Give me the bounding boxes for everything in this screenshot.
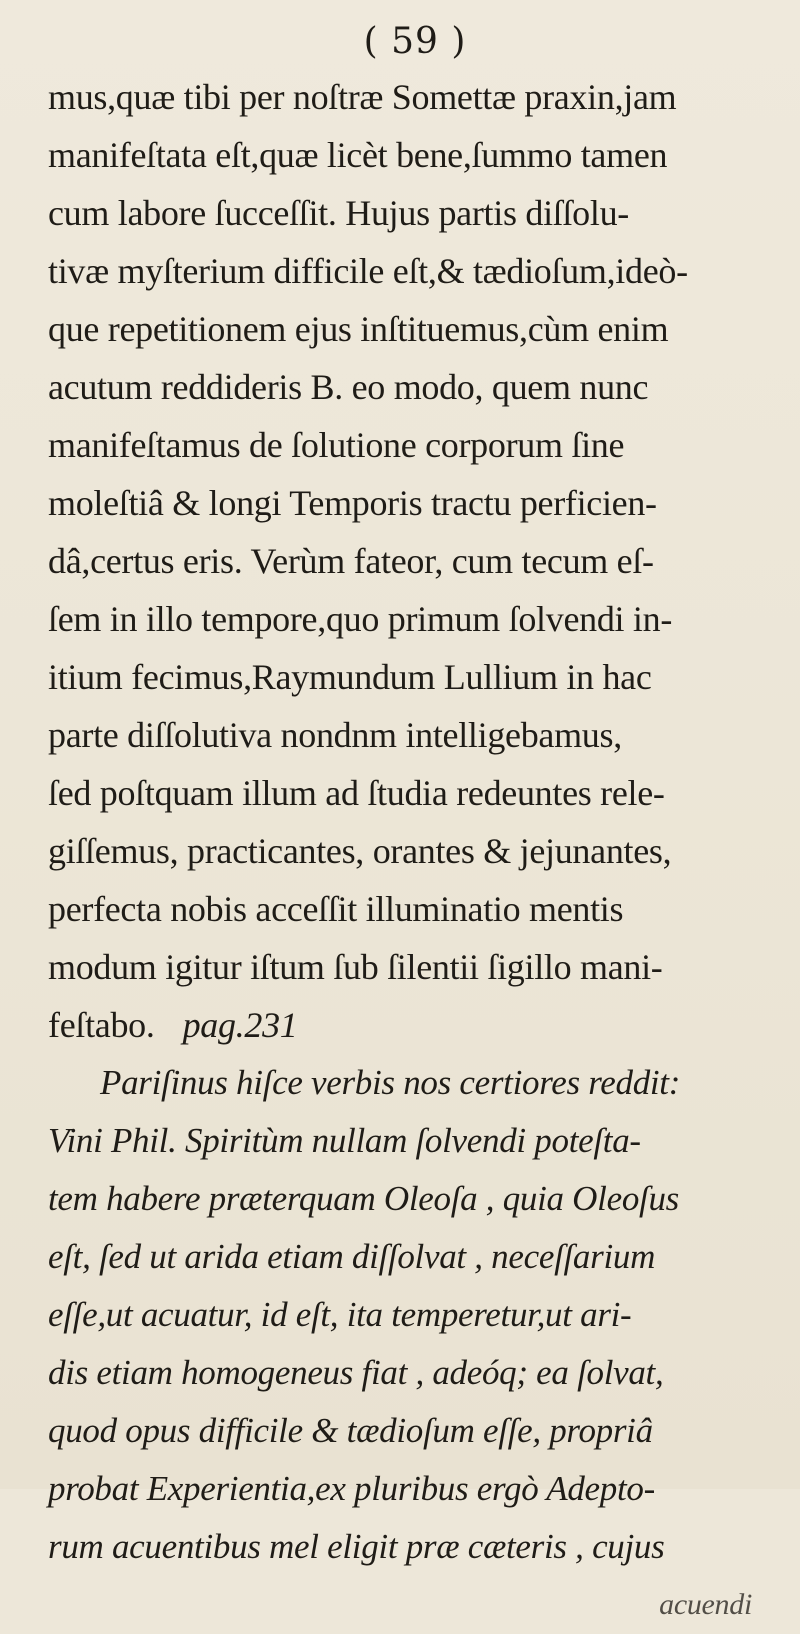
text-line-6: acutum reddideris B. eo modo, quem nunc <box>48 367 649 407</box>
text-line-16: modum igitur iſtum ſub ſilentii ſigillo mani- <box>48 947 663 987</box>
text-line-4: tivæ myſterium difficile eſt,& tædioſum,ideò- <box>48 251 688 291</box>
text-line-7: manifeſtamus de ſolutione corporum ſine <box>48 425 625 465</box>
text-line-2: manifeſtata eſt,quæ licèt bene,ſummo tamen <box>48 135 668 175</box>
page-number: ( 59 ) <box>363 21 467 62</box>
text-line-13: ſed poſtquam illum ad ſtudia redeuntes rele- <box>48 773 665 813</box>
text-line-15: perfecta nobis acceſſit illuminatio mentis <box>48 889 624 929</box>
quote-line-2: Vini Phil. Spiritùm nullam ſolvendi poteſta- <box>48 1121 641 1160</box>
quote-line-7: quod opus difficile & tædioſum eſſe, propriâ <box>48 1411 653 1450</box>
body-text <box>48 68 782 1634</box>
quote-line-6: dis etiam homogeneus fiat , adeóq; ea ſolvat, <box>48 1353 664 1392</box>
catchword: acuendi <box>659 1588 752 1621</box>
text-line-14: giſſemus, practicantes, orantes & jejunantes, <box>48 831 672 871</box>
closing-word: feſtabo. <box>48 1005 155 1045</box>
quote-line-9: rum acuentibus mel eligit præ cæteris , cujus <box>48 1527 665 1566</box>
quote-line-4: eſt, ſed ut arida etiam diſſolvat , neceſſarium <box>48 1237 656 1276</box>
text-line-1: mus,quæ tibi per noſtræ Somettæ praxin,jam <box>48 77 677 117</box>
text-line-17 <box>48 996 782 1054</box>
quote-line-3: tem habere præterquam Oleoſa , quia Oleoſus <box>48 1179 679 1218</box>
quote-line-1: Pariſinus hiſce verbis nos certiores reddit: <box>100 1063 681 1102</box>
page-reference: pag.231 <box>182 1005 298 1045</box>
text-line-11: itium fecimus,Raymundum Lullium in hac <box>48 657 652 697</box>
text-line-5: que repetitionem ejus inſtituemus,cùm enim <box>48 309 669 349</box>
text-line-9: dâ,certus eris. Verùm fateor, cum tecum eſ- <box>48 541 654 581</box>
text-line-3: cum labore ſucceſſit. Hujus partis diſſolu- <box>48 193 629 233</box>
text-line-10: ſem in illo tempore,quo primum ſolvendi in- <box>48 599 673 639</box>
text-line-12: parte diſſolutiva nondnm intelligebamus, <box>48 715 622 755</box>
text-line-8: moleſtiâ & longi Temporis tractu perficien- <box>48 483 657 523</box>
quote-line-8: probat Experientia,ex pluribus ergò Adepto- <box>48 1469 655 1508</box>
quote-line-5: eſſe,ut acuatur, id eſt, ita temperetur,ut ari- <box>48 1295 632 1334</box>
